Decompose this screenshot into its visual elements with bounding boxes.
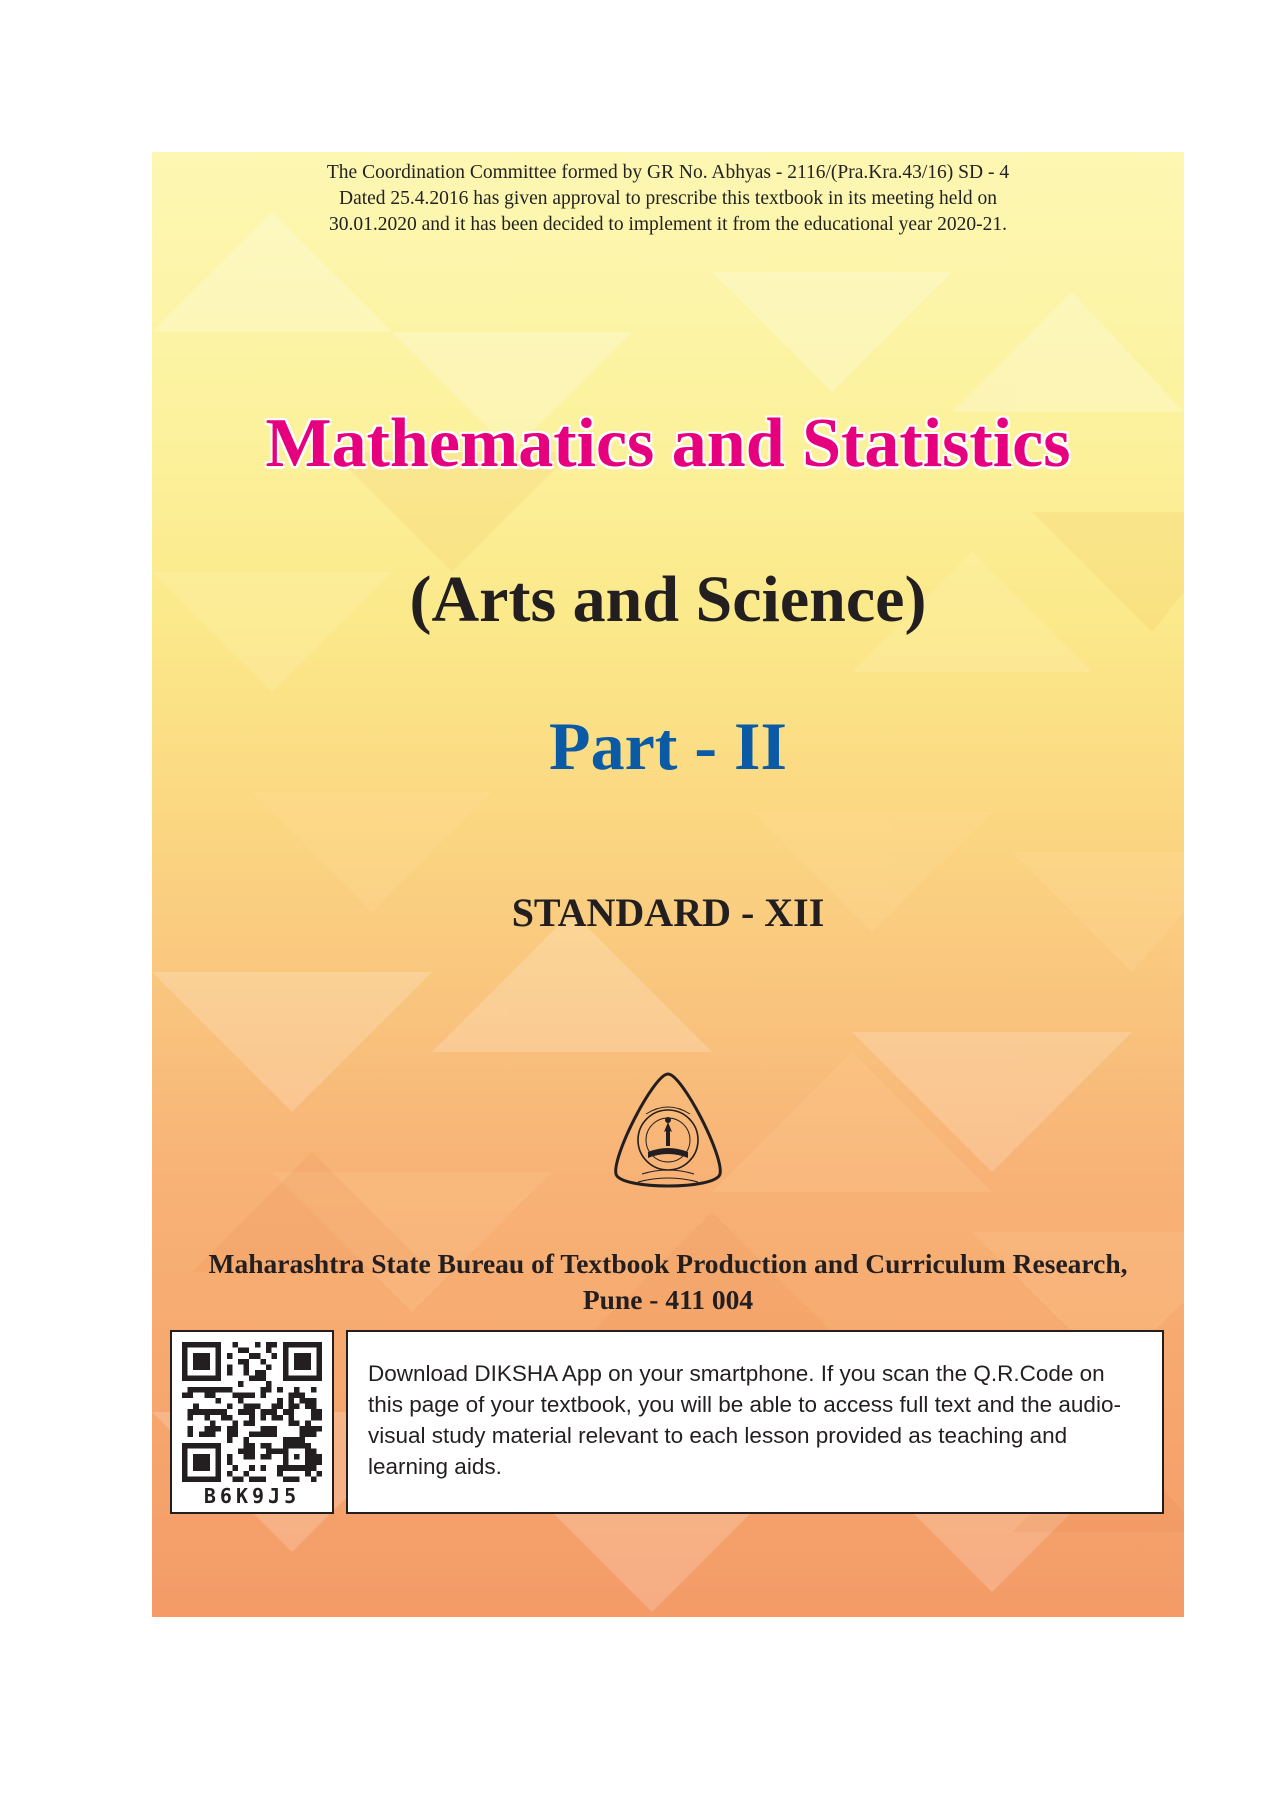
standard-label: STANDARD - XII — [511, 890, 825, 935]
book-cover — [152, 152, 1184, 1617]
diksha-note: Download DIKSHA App on your smartphone. If you scan the Q.R.Code on this page of your textbook, you will be able to access full text and the audio-visual study material relevant to each lesson provided as teaching and learning aids. — [368, 1361, 1121, 1479]
diksha-info-box — [346, 1330, 1164, 1514]
book-subtitle: (Arts and Science) — [409, 563, 927, 636]
qr-code-text: B6K9J5 — [203, 1484, 301, 1508]
book-title: Mathematics and Statistics — [265, 405, 1071, 482]
approval-note — [152, 160, 1184, 238]
book-part: Part - II — [549, 708, 787, 784]
publisher-address: Pune - 411 004 — [582, 1284, 754, 1315]
qr-code-icon[interactable] — [182, 1342, 322, 1482]
approval-note-line-1: The Coordination Committee formed by GR No. Abhyas - 2116/(Pra.Kra.43/16) SD - 4 — [326, 162, 1010, 183]
approval-note-line-3: 30.01.2020 and it has been decided to implement it from the educational year 2020-21. — [329, 214, 1007, 235]
approval-note-line-2: Dated 25.4.2016 has given approval to prescribe this textbook in its meeting held on — [339, 188, 997, 209]
publisher — [152, 1246, 1184, 1318]
qr-code-box[interactable] — [170, 1330, 334, 1514]
bureau-emblem-logo — [608, 1070, 728, 1196]
publisher-name: Maharashtra State Bureau of Textbook Production and Curriculum Research, — [208, 1248, 1128, 1279]
